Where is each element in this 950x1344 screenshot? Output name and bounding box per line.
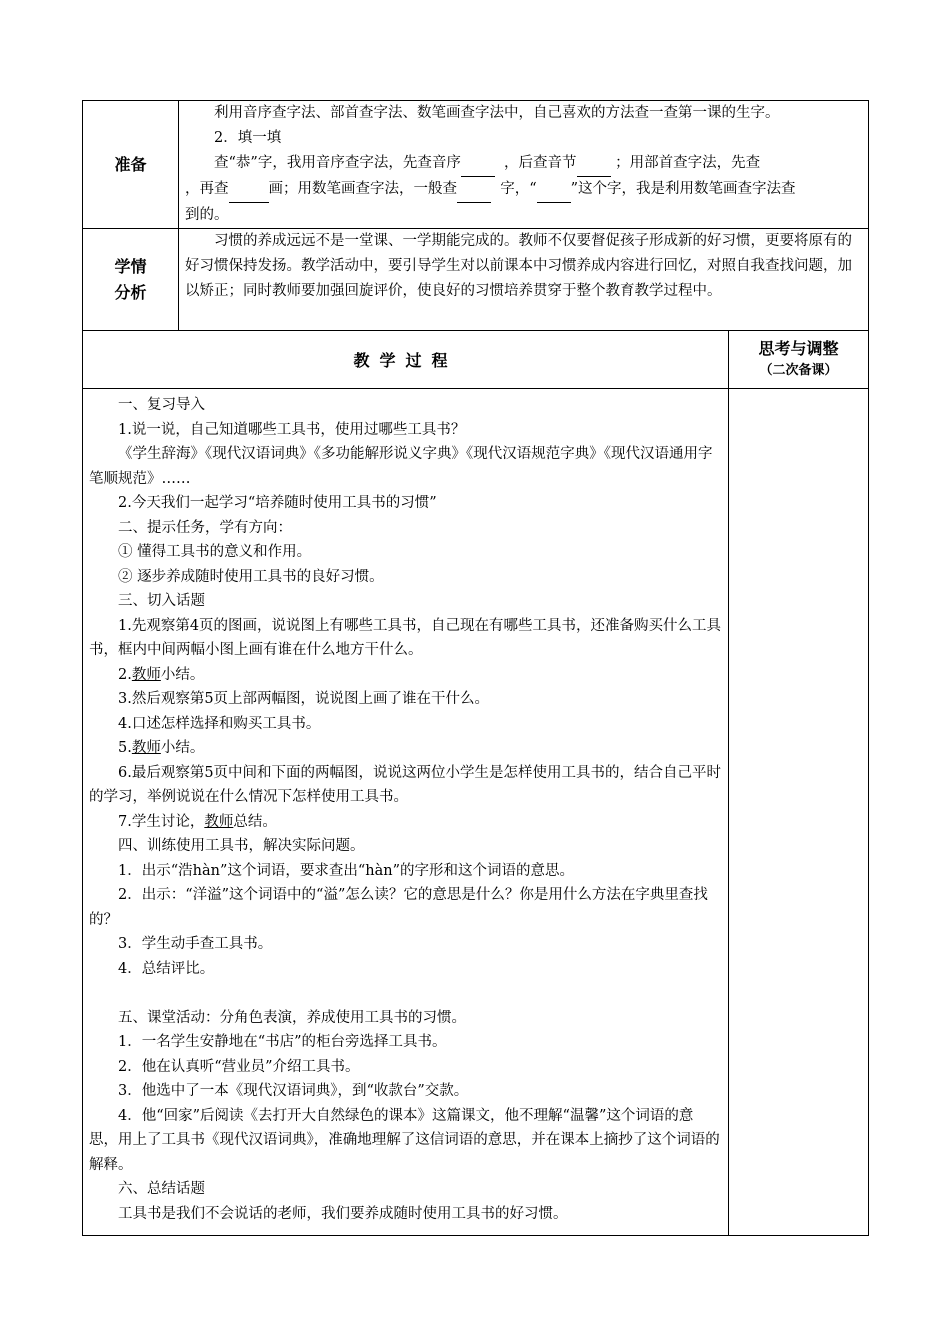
process-item bbox=[89, 663, 722, 688]
process-item: 3．他选中了一本《现代汉语词典》，到“收款台”交款。 bbox=[118, 1083, 469, 1099]
process-row bbox=[83, 389, 869, 1236]
prep-text: ”这个字，我是利用数笔画查字法查 bbox=[570, 181, 796, 197]
process-item: ② 逐步养成随时使用工具书的良好习惯。 bbox=[118, 568, 384, 585]
process-title: 教学过程 bbox=[83, 331, 729, 389]
prep-line-2: 2．填一填 bbox=[214, 130, 282, 146]
blank-line bbox=[537, 177, 571, 203]
process-item bbox=[89, 736, 722, 761]
prep-line-5: 到的。 bbox=[185, 207, 229, 223]
prep-label: 准备 bbox=[83, 101, 179, 229]
process-item: 4．总结评比。 bbox=[118, 960, 215, 977]
adjustment-title: 思考与调整 bbox=[758, 338, 839, 358]
blank-line bbox=[461, 151, 495, 177]
lesson-plan-table bbox=[82, 100, 869, 1236]
process-item: 1.先观察第4页的图画，说说图上有哪些工具书，自己现在有哪些工具书，还准备购买什么工具书，框内中间两幅小图上画有谁在什么地方干什么。 bbox=[89, 617, 722, 658]
section-heading: 五、课堂活动：分角色表演，养成使用工具书的习惯。 bbox=[118, 1009, 466, 1026]
process-item: 3.然后观察第5页上部两幅图，说说图上画了谁在干什么。 bbox=[118, 691, 490, 707]
underlined-term: 教师 bbox=[131, 666, 161, 683]
item-number: 2. bbox=[118, 666, 132, 683]
prep-line-4 bbox=[185, 177, 862, 203]
process-content bbox=[83, 389, 729, 1236]
prep-text: 画；用数笔画查字法，一般查 bbox=[268, 181, 457, 197]
section-heading: 一、复习导入 bbox=[118, 397, 205, 413]
process-item: 《学生辞海》《现代汉语词典》《多功能解形说义字典》《现代汉语规范字典》《现代汉语通用字笔顺规范》…… bbox=[89, 446, 713, 487]
analysis-label-line: 学情 bbox=[114, 256, 147, 276]
section-heading: 六、总结话题 bbox=[118, 1181, 205, 1197]
prep-text: ；用部首查字法，先查 bbox=[615, 155, 761, 171]
prep-text: ，再查 bbox=[185, 181, 229, 197]
analysis-text: 习惯的养成远远不是一堂课、一学期能完成的。教师不仅要督促孩子形成新的好习惯，更要将原有的好习惯保持发扬。教学活动中，要引导学生对以前课本中习惯养成内容进行回忆，对照自我查找问题，加以矫正；同时教师要加强回旋评价，使良好的习惯培养贯穿于整个教育教学过程中。 bbox=[185, 233, 852, 299]
prep-text: 查“恭”字，我用音序查字法，先查音序 bbox=[214, 155, 461, 171]
item-number: 5. bbox=[118, 740, 132, 756]
item-text: 小结。 bbox=[160, 740, 205, 756]
prep-text: ，后查音节 bbox=[504, 155, 577, 171]
item-text: 小结。 bbox=[160, 666, 205, 683]
prep-row bbox=[83, 101, 869, 229]
analysis-label bbox=[83, 229, 179, 331]
adjustment-subtitle: （二次备课） bbox=[759, 362, 838, 378]
process-item: 2．出示：“洋溢”这个词语中的“溢”怎么读？它的意思是什么？你是用什么方法在字典里查找的？ bbox=[89, 887, 708, 928]
process-item: 3．学生动手查工具书。 bbox=[118, 936, 273, 952]
underlined-term: 教师 bbox=[204, 813, 234, 830]
item-text: 7.学生讨论， bbox=[118, 813, 205, 830]
adjustment-cell bbox=[729, 389, 869, 1236]
process-item: 4．他“回家”后阅读《去打开大自然绿色的课本》这篇课文，他不理解“温馨”这个词语的意思，用上了工具书《现代汉语词典》，准确地理解了这信词语的意思，并在课本上摘抄了这个词语的解释。 bbox=[89, 1107, 720, 1173]
process-item: ① 懂得工具书的意义和作用。 bbox=[118, 544, 312, 560]
process-item: 1.说一说，自己知道哪些工具书，使用过哪些工具书？ bbox=[118, 421, 466, 438]
process-item: 1．出示“浩hàn”这个词语，要求查出“hàn”的字形和这个词语的意思。 bbox=[118, 862, 575, 879]
blank-line bbox=[457, 177, 491, 203]
analysis-content bbox=[179, 229, 869, 331]
analysis-row bbox=[83, 229, 869, 331]
prep-content bbox=[179, 101, 869, 229]
process-item: 4.口述怎样选择和购买工具书。 bbox=[118, 715, 321, 732]
adjustment-header bbox=[729, 331, 869, 389]
blank-line bbox=[577, 151, 611, 177]
section-heading: 四、训练使用工具书，解决实际问题。 bbox=[118, 838, 365, 854]
blank-line bbox=[229, 177, 269, 203]
process-item: 2.今天我们一起学习“培养随时使用工具书的习惯” bbox=[118, 495, 437, 511]
blank-spacer bbox=[89, 981, 722, 1006]
process-item: 1．一名学生安静地在“书店”的柜台旁选择工具书。 bbox=[118, 1034, 447, 1050]
process-header-row bbox=[83, 331, 869, 389]
process-item bbox=[89, 810, 722, 835]
prep-line-1: 利用音序查字法、部首查字法、数笔画查字法中，自己喜欢的方法查一查第一课的生字。 bbox=[214, 105, 780, 121]
process-item: 工具书是我们不会说话的老师，我们要养成随时使用工具书的好习惯。 bbox=[118, 1205, 568, 1222]
underlined-term: 教师 bbox=[131, 740, 161, 756]
prep-line-3 bbox=[185, 151, 862, 177]
analysis-label-line: 分析 bbox=[114, 282, 147, 302]
process-item: 6.最后观察第5页中间和下面的两幅图，说说这两位小学生是怎样使用工具书的，结合自己平时的学习，举例说说在什么情况下怎样使用工具书。 bbox=[89, 764, 722, 805]
section-heading: 二、提示任务，学有方向： bbox=[118, 519, 292, 536]
prep-text: 字，“ bbox=[500, 181, 537, 197]
process-item: 2．他在认真听“营业员”介绍工具书。 bbox=[118, 1058, 360, 1075]
section-heading: 三、切入话题 bbox=[118, 593, 205, 609]
item-text: 总结。 bbox=[233, 813, 277, 830]
